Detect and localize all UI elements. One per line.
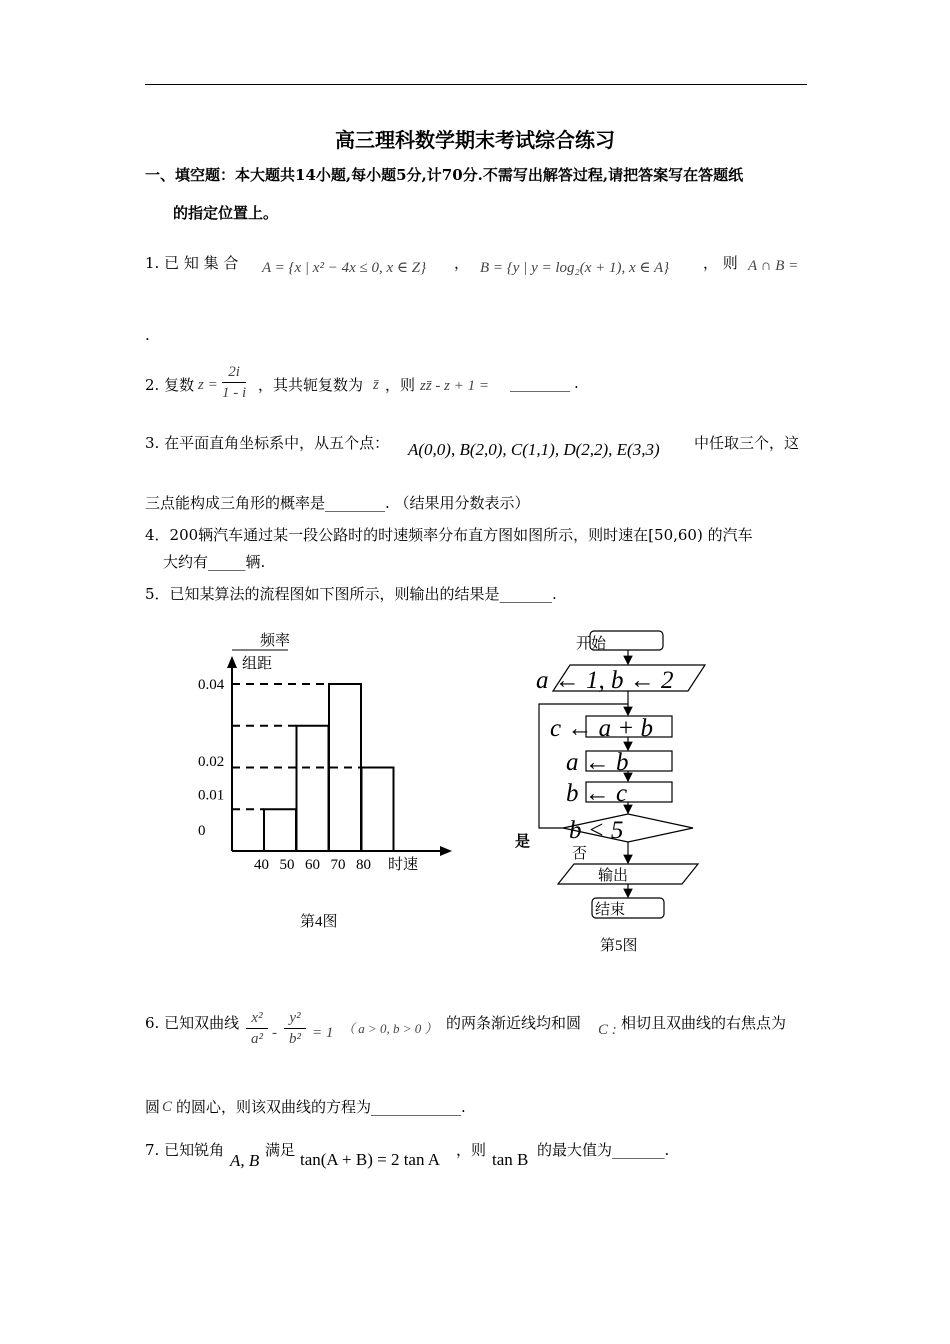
q6-eq1: = 1 [312, 1025, 334, 1041]
q1-tail: . [145, 326, 150, 344]
x-axis-title: 时速 [388, 857, 419, 873]
flow-cond-label: b < 5 [569, 817, 624, 844]
q6-suffix: 相切且双曲线的右焦点为 [621, 1014, 787, 1032]
q6-minus: - [272, 1025, 277, 1041]
q1-then: ， 则 [703, 254, 738, 272]
ylabel-top: 频率 [260, 633, 291, 649]
x-tick-label: 60 [305, 857, 320, 873]
x-tick-label: 50 [279, 857, 295, 873]
q5-line1: 5．已知某算法的流程图如下图所示，则输出的结果是_______. [145, 585, 557, 603]
flow-caption: 第5图 [600, 938, 638, 954]
q2-prefix: 2. 复数 [145, 376, 195, 394]
q7-suffix: 的最大值为_______. [537, 1141, 670, 1159]
q7-equation: tan(A + B) = 2 tan A [300, 1150, 441, 1169]
q2-denominator: 1 - i [222, 385, 247, 401]
q6-x-num: x² [246, 1008, 268, 1029]
flow-end-label: 结束 [595, 902, 626, 918]
q4-line2: 大约有_____辆. [163, 553, 266, 571]
q6-circle: C : [598, 1022, 617, 1038]
y-tick-label: 0.01 [198, 787, 225, 804]
q4-line1: 4．200辆汽车通过某一段公路时的时速频率分布直方图如图所示，则时速在[50,60) 的汽车 [145, 526, 753, 544]
q7-vars: A, B [230, 1151, 260, 1170]
q2-z-eq: z = [198, 377, 218, 393]
y-tick-label: 0.02 [198, 754, 225, 771]
flow-output-label: 输出 [598, 868, 629, 884]
q7-prefix: 7. 已知锐角 [145, 1141, 225, 1159]
x-tick-label: 40 [254, 857, 269, 873]
q2-zbar: z̄ [373, 377, 379, 393]
page-title: 高三理科数学期末考试综合练习 [335, 128, 615, 152]
q7-target: tan B [492, 1150, 529, 1169]
chart-caption: 第4图 [300, 914, 338, 930]
q1-prefix: 1. 已 知 集 合 [145, 254, 239, 272]
q2-numerator: 2i [222, 362, 246, 383]
q3-points: A(0,0), B(2,0), C(1,1), D(2,2), E(3,3) [408, 440, 660, 459]
x-tick-label: 70 [330, 857, 346, 873]
y-tick-label: 0.04 [198, 677, 225, 693]
q6-line2-c: C [162, 1099, 173, 1115]
ylabel-bottom: 组距 [242, 656, 273, 672]
q1-ask: A ∩ B = [748, 258, 799, 274]
q6-prefix: 6. 已知双曲线 [145, 1014, 240, 1032]
section-heading-cont: 的指定位置上。 [173, 204, 279, 222]
q3-prefix: 3. 在平面直角坐标系中，从五个点： [145, 434, 390, 452]
flow-step1-label: c ← a + b [550, 715, 653, 742]
q2-blank: ________ [510, 374, 570, 392]
y-tick-label: 0 [198, 823, 206, 839]
flow-yes-label: 是 [515, 834, 531, 850]
q6-x-fraction [246, 1008, 268, 1049]
q2-expression: zz̄ - z + 1 = [420, 378, 490, 394]
q6-y-den: b² [289, 1031, 301, 1047]
flow-step2-label: a ← b [566, 749, 629, 776]
q6-line2-suffix: 的圆心，则该双曲线的方程为____________. [176, 1098, 466, 1116]
q6-y-fraction [284, 1008, 306, 1049]
flow-start-label: 开始 [576, 636, 607, 652]
section-heading: 一、填空题：本大题共14小题,每小题5分,计70分.不需写出解答过程,请把答案写在答题纸 [145, 166, 744, 184]
q1-set-b: B = {y | y = log₂(x + 1), x ∈ A} [480, 260, 670, 276]
flow-no-label: 否 [572, 846, 588, 862]
q2-mid: ，其共轭复数为 [258, 376, 364, 394]
flow-step3-label: b ← c [566, 780, 628, 807]
q3-line2: 三点能构成三角形的概率是________. （结果用分数表示） [145, 494, 530, 512]
q6-mid: 的两条渐近线均和圆 [446, 1014, 582, 1032]
q7-then: ，则 [456, 1141, 487, 1159]
q6-condition: （ a > 0, b > 0 ） [342, 1021, 438, 1036]
flow-init-label: a ← 1, b ← 2 [536, 667, 674, 694]
q3-suffix: 中任取三个，这 [694, 434, 800, 452]
q1-set-a: A = {x | x² − 4x ≤ 0, x ∈ Z} [262, 260, 427, 276]
q6-y-num: y² [284, 1008, 306, 1029]
q6-x-den: a² [251, 1031, 263, 1047]
q7-mid: 满足 [265, 1141, 296, 1159]
x-tick-label: 80 [356, 857, 371, 873]
q1-comma: ， [454, 254, 470, 272]
q6-line2-prefix: 圆 [145, 1098, 161, 1116]
q2-end: . [574, 374, 579, 392]
q2-then: ，则 [385, 376, 416, 394]
